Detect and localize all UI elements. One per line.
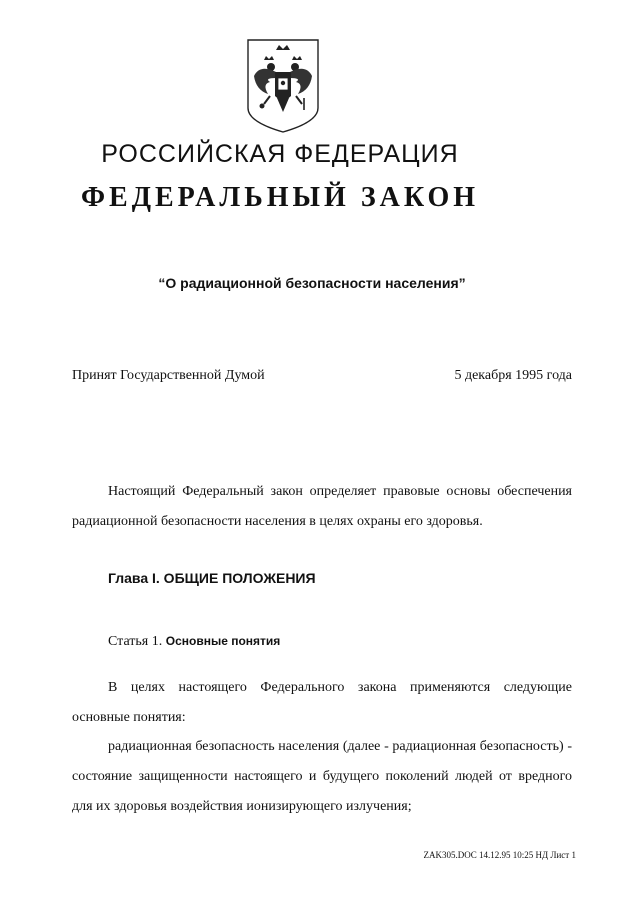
country-heading: РОССИЙСКАЯ ФЕДЕРАЦИЯ [101,140,459,168]
chapter-heading: Глава I. ОБЩИЕ ПОЛОЖЕНИЯ [108,570,316,586]
coat-of-arms-emblem [246,38,320,134]
adoption-date: 5 декабря 1995 года [454,368,572,383]
article-number: Статья 1. [108,634,163,649]
article-title: Основные понятия [165,634,281,648]
article-heading [108,634,280,650]
document-footer: ZAK305.DOC 14.12.95 10:25 НД Лист 1 [423,850,576,860]
law-title: “О радиационной безопасности населения” [158,275,466,291]
body-paragraph: В целях настоящего Федерального закона применяются следующие основные понятия: [72,680,572,725]
adopted-by: Принят Государственной Думой [72,368,265,383]
law-type-heading: ФЕДЕРАЛЬНЫЙ ЗАКОН [81,182,479,213]
body-paragraph: радиационная безопасность населения (далее - радиационная безопасность) - состояние защищенности настоящего и будущего поколений людей от вредного для их здоровья воздействия ионизирующего излучения; [72,739,572,814]
preamble-paragraph: Настоящий Федеральный закон определяет правовые основы обеспечения радиационной безопасности населения в целях охраны его здоровья. [72,484,572,529]
